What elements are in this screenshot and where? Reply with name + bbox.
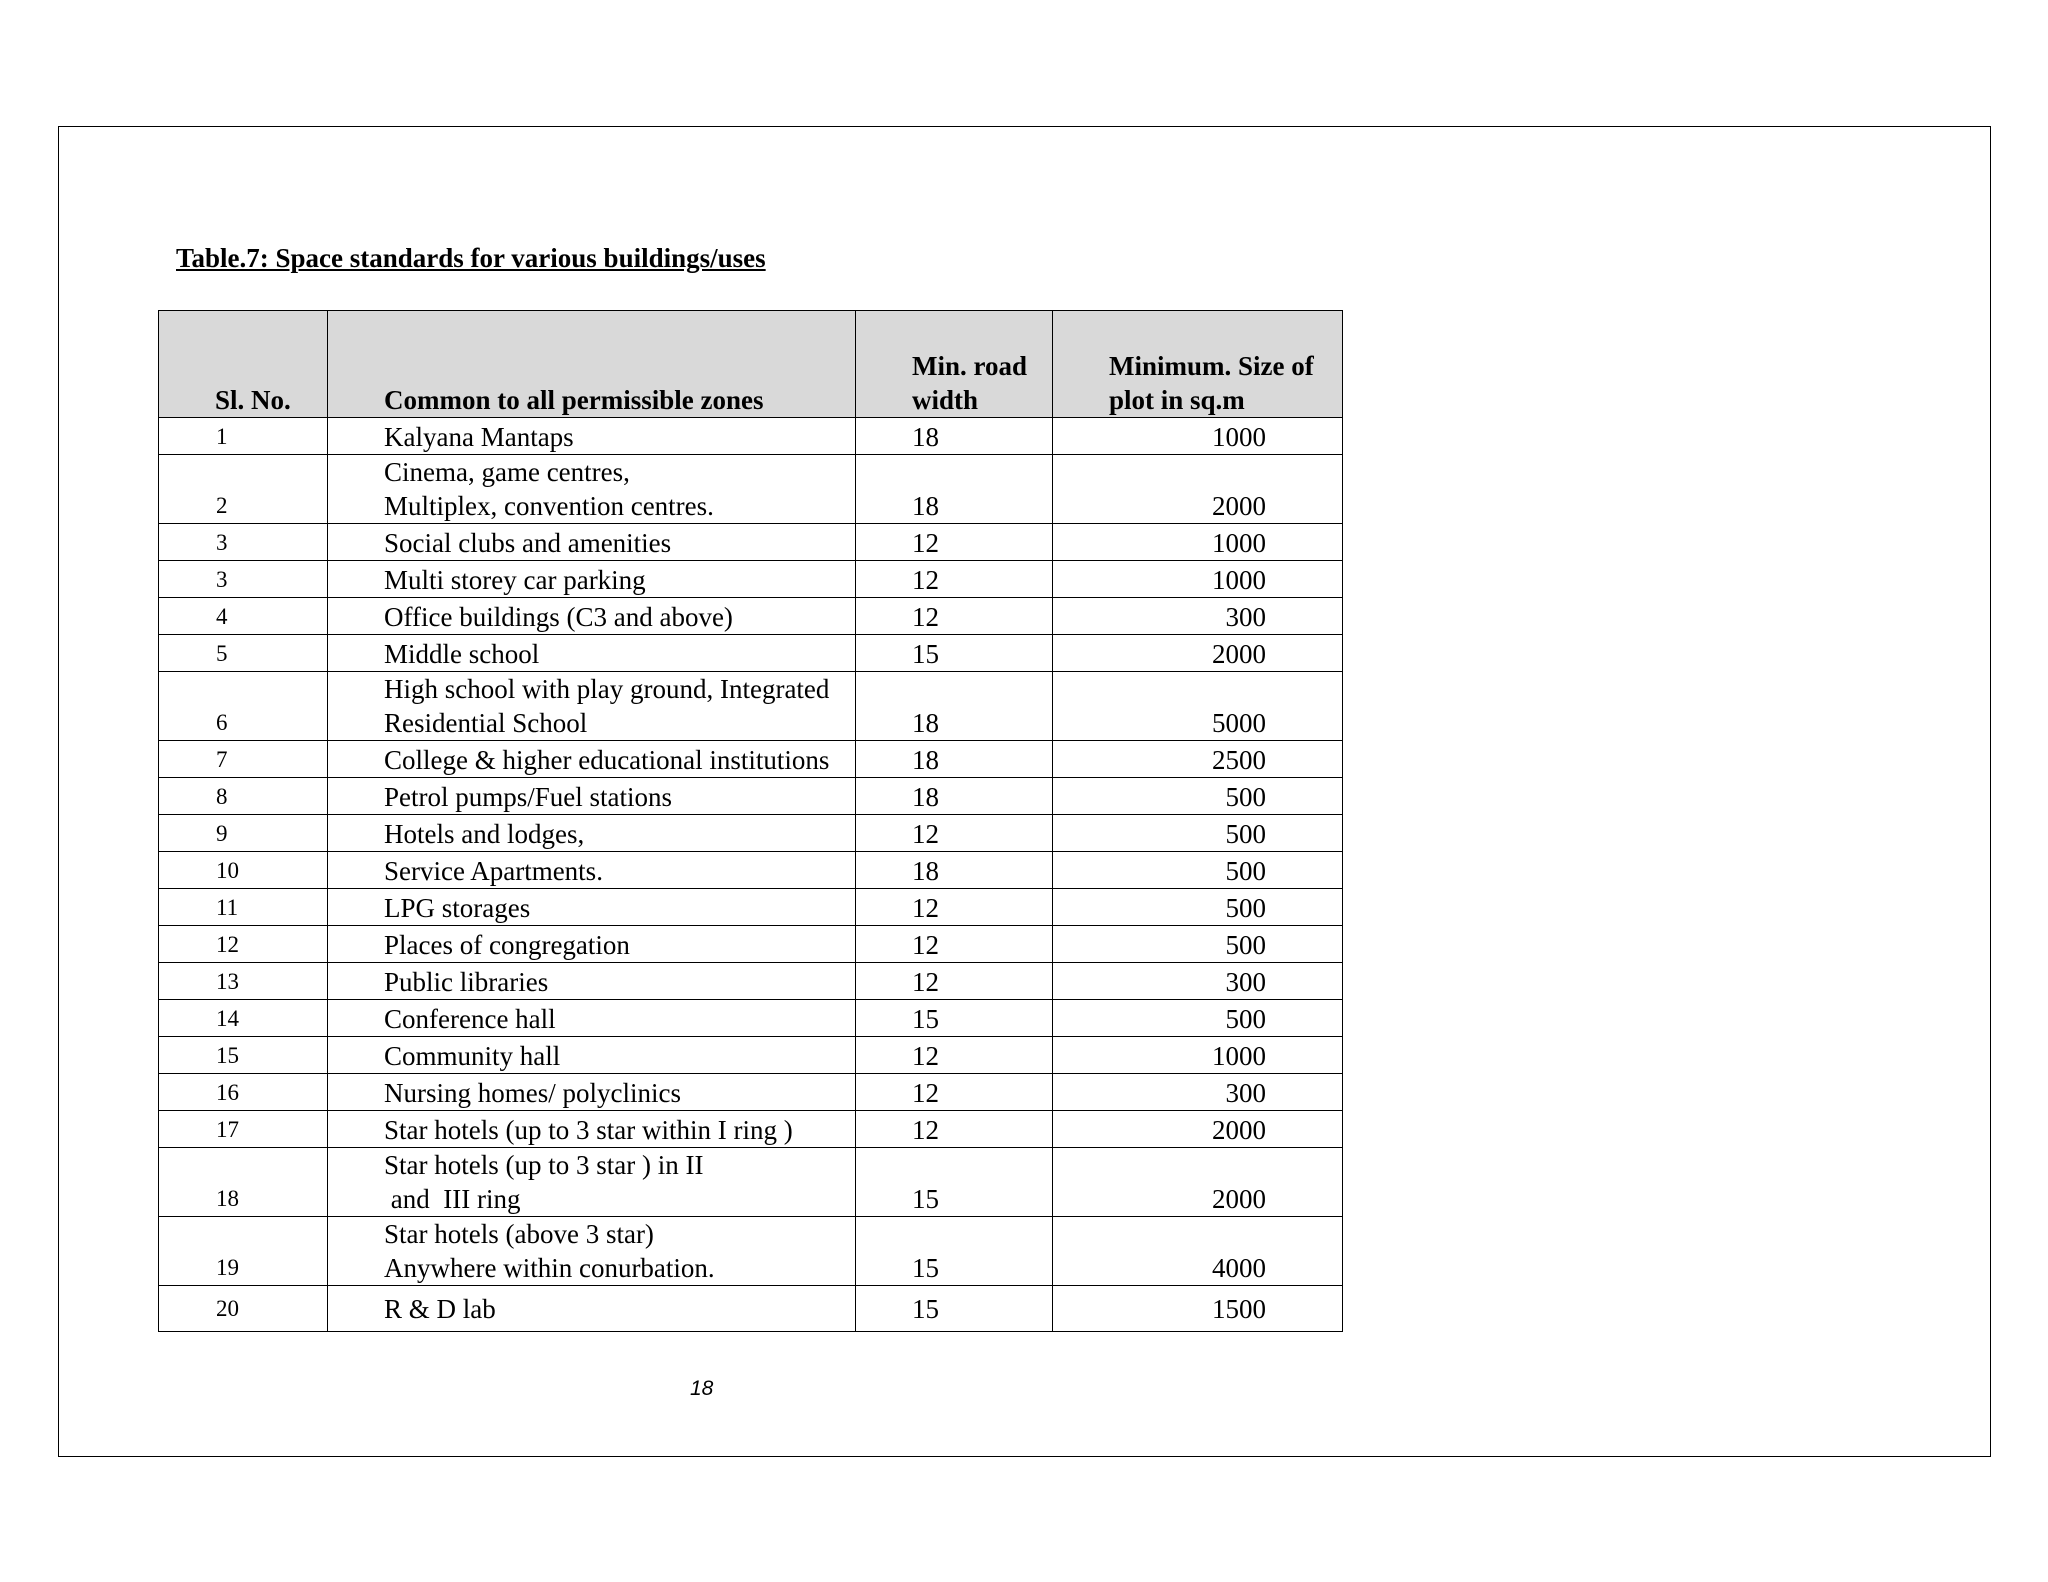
table-row — [159, 598, 1343, 635]
table-row — [159, 926, 1343, 963]
cell-use-line: Star hotels (above 3 star) — [384, 1219, 654, 1249]
cell-use — [328, 852, 856, 889]
cell-use — [328, 741, 856, 778]
cell-use-line: Multiplex, convention centres. — [384, 491, 714, 521]
cell-sl-no: 5 — [159, 635, 328, 672]
table-row — [159, 635, 1343, 672]
table-title: Table.7: Space standards for various buildings/uses — [176, 243, 766, 273]
table-row — [159, 963, 1343, 1000]
cell-road-width: 15 — [856, 1148, 1053, 1217]
cell-road-width: 12 — [856, 1111, 1053, 1148]
table-row — [159, 418, 1343, 455]
cell-road-width: 12 — [856, 561, 1053, 598]
table-row — [159, 1217, 1343, 1286]
header-plot-size — [1053, 311, 1343, 418]
cell-road-width: 12 — [856, 926, 1053, 963]
cell-sl-no: 13 — [159, 963, 328, 1000]
cell-sl-no: 2 — [159, 455, 328, 524]
cell-sl-no: 20 — [159, 1286, 328, 1332]
table-row — [159, 1148, 1343, 1217]
cell-plot-size: 300 — [1053, 598, 1343, 635]
cell-plot-size: 2000 — [1053, 1111, 1343, 1148]
cell-use-line: Cinema, game centres, — [384, 457, 630, 487]
cell-use-line: Multi storey car parking — [384, 565, 646, 595]
cell-use — [328, 455, 856, 524]
cell-road-width: 18 — [856, 741, 1053, 778]
cell-use-line: Middle school — [384, 639, 540, 669]
space-standards-table — [158, 310, 1343, 1332]
cell-use-line: Service Apartments. — [384, 856, 603, 886]
table-row — [159, 741, 1343, 778]
cell-sl-no: 8 — [159, 778, 328, 815]
cell-sl-no: 6 — [159, 672, 328, 741]
header-plot-size-line2: plot in sq.m — [1109, 385, 1245, 415]
cell-road-width: 18 — [856, 418, 1053, 455]
cell-road-width: 12 — [856, 889, 1053, 926]
cell-sl-no: 12 — [159, 926, 328, 963]
table-row — [159, 524, 1343, 561]
cell-use-line: Community hall — [384, 1041, 561, 1071]
cell-use-line: Nursing homes/ polyclinics — [384, 1078, 681, 1108]
table-row — [159, 561, 1343, 598]
cell-road-width: 15 — [856, 1286, 1053, 1332]
cell-plot-size: 2000 — [1053, 635, 1343, 672]
table-body — [159, 418, 1343, 1332]
cell-sl-no: 18 — [159, 1148, 328, 1217]
cell-use-line: Anywhere within conurbation. — [384, 1253, 715, 1283]
cell-road-width: 12 — [856, 598, 1053, 635]
cell-use-line: Hotels and lodges, — [384, 819, 585, 849]
cell-sl-no: 14 — [159, 1000, 328, 1037]
cell-plot-size: 1000 — [1053, 524, 1343, 561]
table-row — [159, 778, 1343, 815]
cell-use — [328, 598, 856, 635]
table-row — [159, 455, 1343, 524]
cell-sl-no: 17 — [159, 1111, 328, 1148]
cell-use — [328, 778, 856, 815]
cell-sl-no: 10 — [159, 852, 328, 889]
cell-sl-no: 11 — [159, 889, 328, 926]
table-row — [159, 815, 1343, 852]
cell-plot-size: 2500 — [1053, 741, 1343, 778]
cell-use-line: R & D lab — [384, 1293, 496, 1324]
cell-sl-no: 7 — [159, 741, 328, 778]
table-row — [159, 852, 1343, 889]
cell-sl-no: 16 — [159, 1074, 328, 1111]
cell-use — [328, 1037, 856, 1074]
cell-use — [328, 561, 856, 598]
cell-plot-size: 1500 — [1053, 1286, 1343, 1332]
cell-use — [328, 1148, 856, 1217]
cell-plot-size: 500 — [1053, 889, 1343, 926]
cell-plot-size: 300 — [1053, 1074, 1343, 1111]
cell-road-width: 12 — [856, 1037, 1053, 1074]
cell-sl-no: 1 — [159, 418, 328, 455]
cell-sl-no: 15 — [159, 1037, 328, 1074]
cell-plot-size: 1000 — [1053, 561, 1343, 598]
cell-use — [328, 889, 856, 926]
cell-use-line: High school with play ground, Integrated — [384, 674, 830, 704]
cell-use-line: Residential School — [384, 708, 588, 738]
cell-plot-size: 2000 — [1053, 455, 1343, 524]
header-road-width-line2: width — [912, 385, 979, 415]
table-header-row — [159, 311, 1343, 418]
cell-sl-no: 3 — [159, 524, 328, 561]
cell-plot-size: 2000 — [1053, 1148, 1343, 1217]
cell-use — [328, 1111, 856, 1148]
cell-use-line: and III ring — [384, 1184, 521, 1214]
cell-plot-size: 300 — [1053, 963, 1343, 1000]
cell-road-width: 18 — [856, 852, 1053, 889]
cell-road-width: 15 — [856, 635, 1053, 672]
cell-use — [328, 1074, 856, 1111]
cell-sl-no: 19 — [159, 1217, 328, 1286]
cell-sl-no: 9 — [159, 815, 328, 852]
cell-use-line: Office buildings (C3 and above) — [384, 602, 733, 632]
cell-road-width: 18 — [856, 778, 1053, 815]
cell-plot-size: 500 — [1053, 778, 1343, 815]
cell-use — [328, 635, 856, 672]
cell-use-line: LPG storages — [384, 893, 531, 923]
table-row — [159, 889, 1343, 926]
header-use: Common to all permissible zones — [328, 311, 856, 418]
cell-plot-size: 500 — [1053, 1000, 1343, 1037]
cell-road-width: 18 — [856, 672, 1053, 741]
header-road-width — [856, 311, 1053, 418]
cell-plot-size: 1000 — [1053, 418, 1343, 455]
cell-plot-size: 1000 — [1053, 1037, 1343, 1074]
cell-use — [328, 524, 856, 561]
cell-road-width: 15 — [856, 1217, 1053, 1286]
cell-use-line: Public libraries — [384, 967, 549, 997]
table-row — [159, 1000, 1343, 1037]
table-row — [159, 1074, 1343, 1111]
cell-road-width: 15 — [856, 1000, 1053, 1037]
cell-plot-size: 500 — [1053, 852, 1343, 889]
cell-use — [328, 1000, 856, 1037]
cell-use — [328, 1217, 856, 1286]
cell-plot-size: 500 — [1053, 815, 1343, 852]
cell-road-width: 12 — [856, 963, 1053, 1000]
cell-use-line: Social clubs and amenities — [384, 528, 672, 558]
cell-road-width: 12 — [856, 815, 1053, 852]
header-plot-size-line1: Minimum. Size of — [1109, 351, 1314, 381]
cell-road-width: 12 — [856, 524, 1053, 561]
cell-sl-no: 3 — [159, 561, 328, 598]
cell-road-width: 12 — [856, 1074, 1053, 1111]
table-row — [159, 1037, 1343, 1074]
cell-use — [328, 672, 856, 741]
cell-use — [328, 418, 856, 455]
cell-road-width: 18 — [856, 455, 1053, 524]
cell-plot-size: 5000 — [1053, 672, 1343, 741]
table-row — [159, 1111, 1343, 1148]
table-row — [159, 1286, 1343, 1332]
page-number: 18 — [690, 1377, 714, 1400]
header-sl-no: Sl. No. — [159, 311, 328, 418]
cell-use — [328, 815, 856, 852]
cell-use — [328, 926, 856, 963]
cell-use — [328, 963, 856, 1000]
cell-sl-no: 4 — [159, 598, 328, 635]
cell-use-line: Places of congregation — [384, 930, 630, 960]
cell-use-line: Star hotels (up to 3 star ) in II — [384, 1150, 704, 1180]
cell-plot-size: 500 — [1053, 926, 1343, 963]
header-road-width-line1: Min. road — [912, 351, 1028, 381]
cell-use-line: Conference hall — [384, 1004, 556, 1034]
cell-use-line: Kalyana Mantaps — [384, 422, 574, 452]
cell-use-line: Petrol pumps/Fuel stations — [384, 782, 673, 812]
cell-use — [328, 1286, 856, 1332]
cell-use-line: Star hotels (up to 3 star within I ring ) — [384, 1115, 793, 1145]
cell-use-line: College & higher educational institutions — [384, 745, 830, 775]
table-row — [159, 672, 1343, 741]
cell-plot-size: 4000 — [1053, 1217, 1343, 1286]
